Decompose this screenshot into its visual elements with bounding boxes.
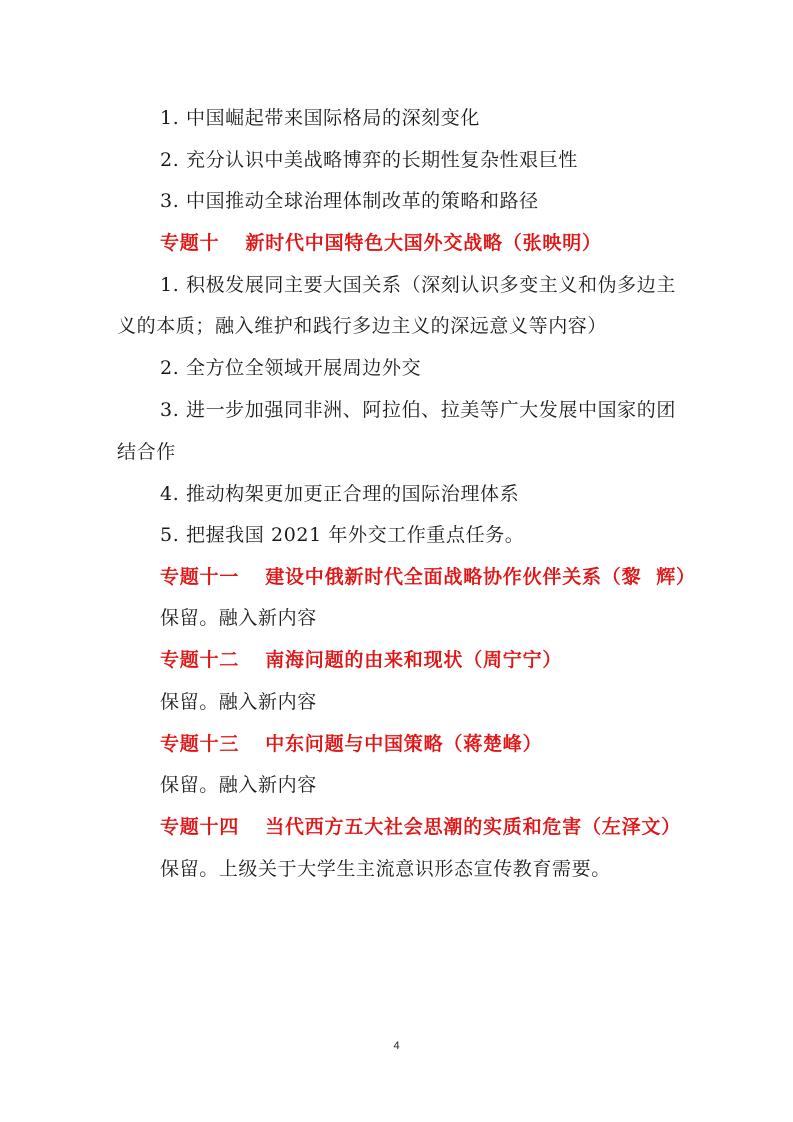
- list-item: 1. 中国崛起带来国际格局的深刻变化: [160, 107, 480, 129]
- section-title: 建设中俄新时代全面战略协作伙伴关系（黎 辉）: [265, 566, 696, 588]
- section-note: 保留。融入新内容: [160, 691, 317, 713]
- section-heading-12: [160, 648, 562, 672]
- list-item: 2. 全方位全领域开展周边外交: [160, 357, 422, 379]
- section-number: 专题十二: [160, 649, 240, 671]
- list-item: 3. 中国推动全球治理体制改革的策略和路径: [160, 190, 539, 212]
- section-number: 专题十: [160, 232, 220, 254]
- section-title: 新时代中国特色大国外交战略（张映明）: [245, 232, 602, 254]
- section-heading-14: [160, 815, 681, 839]
- section-number: 专题十一: [160, 566, 240, 588]
- section-note: 保留。融入新内容: [160, 607, 317, 629]
- section-title: 中东问题与中国策略（蒋楚峰）: [265, 733, 543, 755]
- section-number: 专题十三: [160, 733, 240, 755]
- section-heading-11: [160, 565, 696, 589]
- section-heading-10: [160, 231, 602, 255]
- list-item: 2. 充分认识中美战略博弈的长期性复杂性艰巨性: [160, 149, 578, 171]
- section-title: 南海问题的由来和现状（周宁宁）: [265, 649, 563, 671]
- section-number: 专题十四: [160, 816, 240, 838]
- section-note: 保留。上级关于大学生主流意识形态宣传教育需要。: [160, 858, 611, 880]
- section-heading-13: [160, 732, 542, 756]
- section-note: 保留。融入新内容: [160, 774, 317, 796]
- list-item-continuation: 义的本质；融入维护和践行多边主义的深远意义等内容）: [117, 315, 608, 337]
- section-title: 当代西方五大社会思潮的实质和危害（左泽文）: [265, 816, 682, 838]
- list-item-continuation: 结合作: [117, 441, 176, 463]
- list-item: 4. 推动构架更加更正合理的国际治理体系: [160, 483, 520, 505]
- list-item: 5. 把握我国 2021 年外交工作重点任务。: [160, 524, 525, 546]
- list-item: 3. 进一步加强同非洲、阿拉伯、拉美等广大发展中国家的团: [160, 399, 676, 421]
- page-number: 4: [393, 1040, 400, 1052]
- list-item: 1. 积极发展同主要大国关系（深刻认识多变主义和伪多边主: [160, 274, 676, 296]
